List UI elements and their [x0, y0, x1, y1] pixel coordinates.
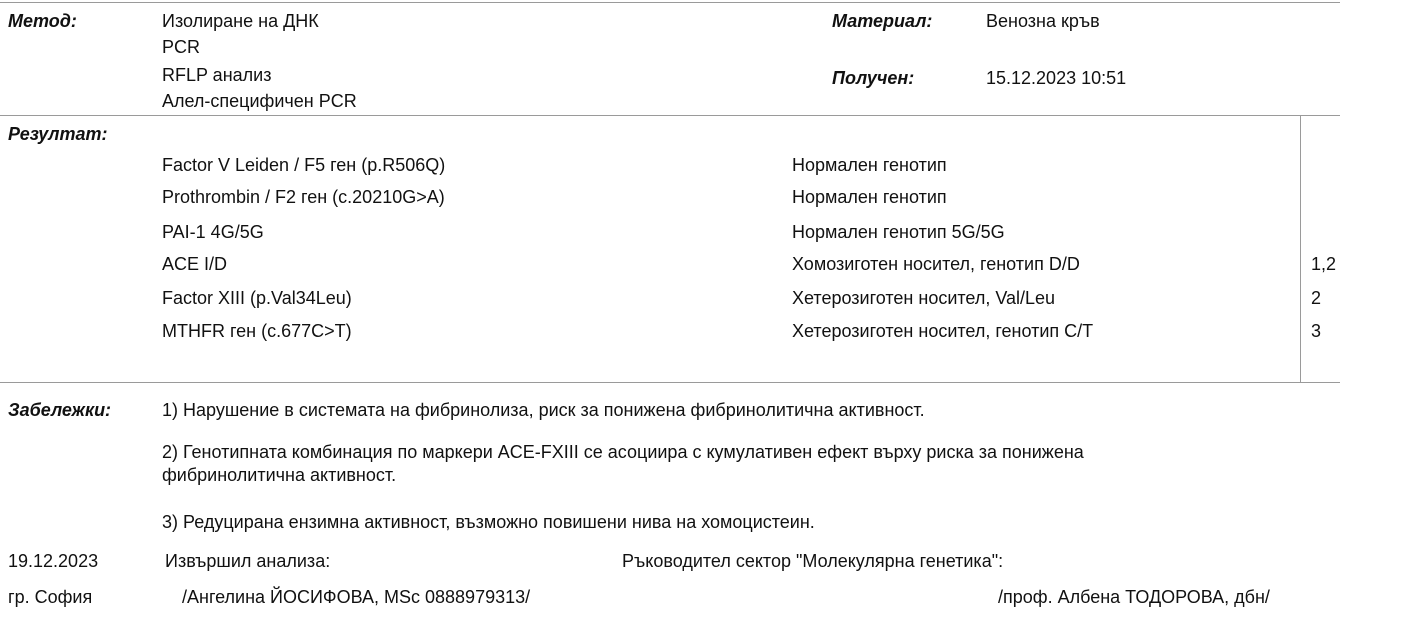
result-finding: Нормален генотип: [792, 155, 947, 175]
performed-name: /Ангелина ЙОСИФОВА, MSc 0888979313/: [182, 587, 531, 607]
result-label: Резултат:: [8, 124, 108, 144]
note-item: 1) Нарушение в системата на фибринолиза, риск за понижена фибринолитична активност.: [162, 400, 925, 420]
result-finding: Нормален генотип 5G/5G: [792, 222, 1005, 242]
result-divider: [0, 382, 1340, 383]
method-label: Метод:: [8, 11, 77, 31]
result-ref: 3: [1311, 321, 1322, 341]
result-test: ACE I/D: [162, 254, 228, 274]
method-item: Изолиране на ДНК: [162, 11, 319, 31]
note-item: 2) Генотипната комбинация по маркери ACE-FXIII се асоциира с кумулативен ефект върху риска за понижена фибринолитична активност.: [162, 442, 1084, 485]
result-test: MTHFR ген (c.677C>T): [162, 321, 352, 341]
head-label: Ръководител сектор "Молекулярна генетика":: [622, 551, 1004, 571]
received-value: 15.12.2023 10:51: [986, 68, 1127, 88]
result-finding: Хетерозиготен носител, Val/Leu: [792, 288, 1056, 308]
result-test: Factor V Leiden / F5 ген (p.R506Q): [162, 155, 446, 175]
result-ref: 1,2: [1311, 254, 1337, 274]
note-item: 3) Редуцирана ензимна активност, възможно повишени нива на хомоцистеин.: [162, 512, 815, 532]
received-label: Получен:: [832, 68, 915, 88]
method-item: PCR: [162, 37, 201, 57]
method-divider: [0, 115, 1340, 116]
result-finding: Хомозиготен носител, генотип D/D: [792, 254, 1080, 274]
head-name: /проф. Албена ТОДОРОВА, дбн/: [998, 587, 1270, 607]
ref-column-divider: [1300, 115, 1301, 382]
method-item: RFLP анализ: [162, 65, 272, 85]
method-item: Алел-специфичен PCR: [162, 91, 357, 111]
material-value: Венозна кръв: [986, 11, 1100, 31]
result-finding: Нормален генотип: [792, 187, 947, 207]
result-ref: 2: [1311, 288, 1322, 308]
result-finding: Хетерозиготен носител, генотип C/T: [792, 321, 1094, 341]
notes-label: Забележки:: [8, 400, 112, 420]
top-rule: [0, 2, 1340, 3]
result-test: Factor XIII (p.Val34Leu): [162, 288, 352, 308]
result-test: PAI-1 4G/5G: [162, 222, 264, 242]
result-test: Prothrombin / F2 ген (c.20210G>A): [162, 187, 445, 207]
report-date: 19.12.2023: [8, 551, 99, 571]
report-city: гр. София: [8, 587, 93, 607]
material-label: Материал:: [832, 11, 933, 31]
performed-label: Извършил анализа:: [165, 551, 331, 571]
